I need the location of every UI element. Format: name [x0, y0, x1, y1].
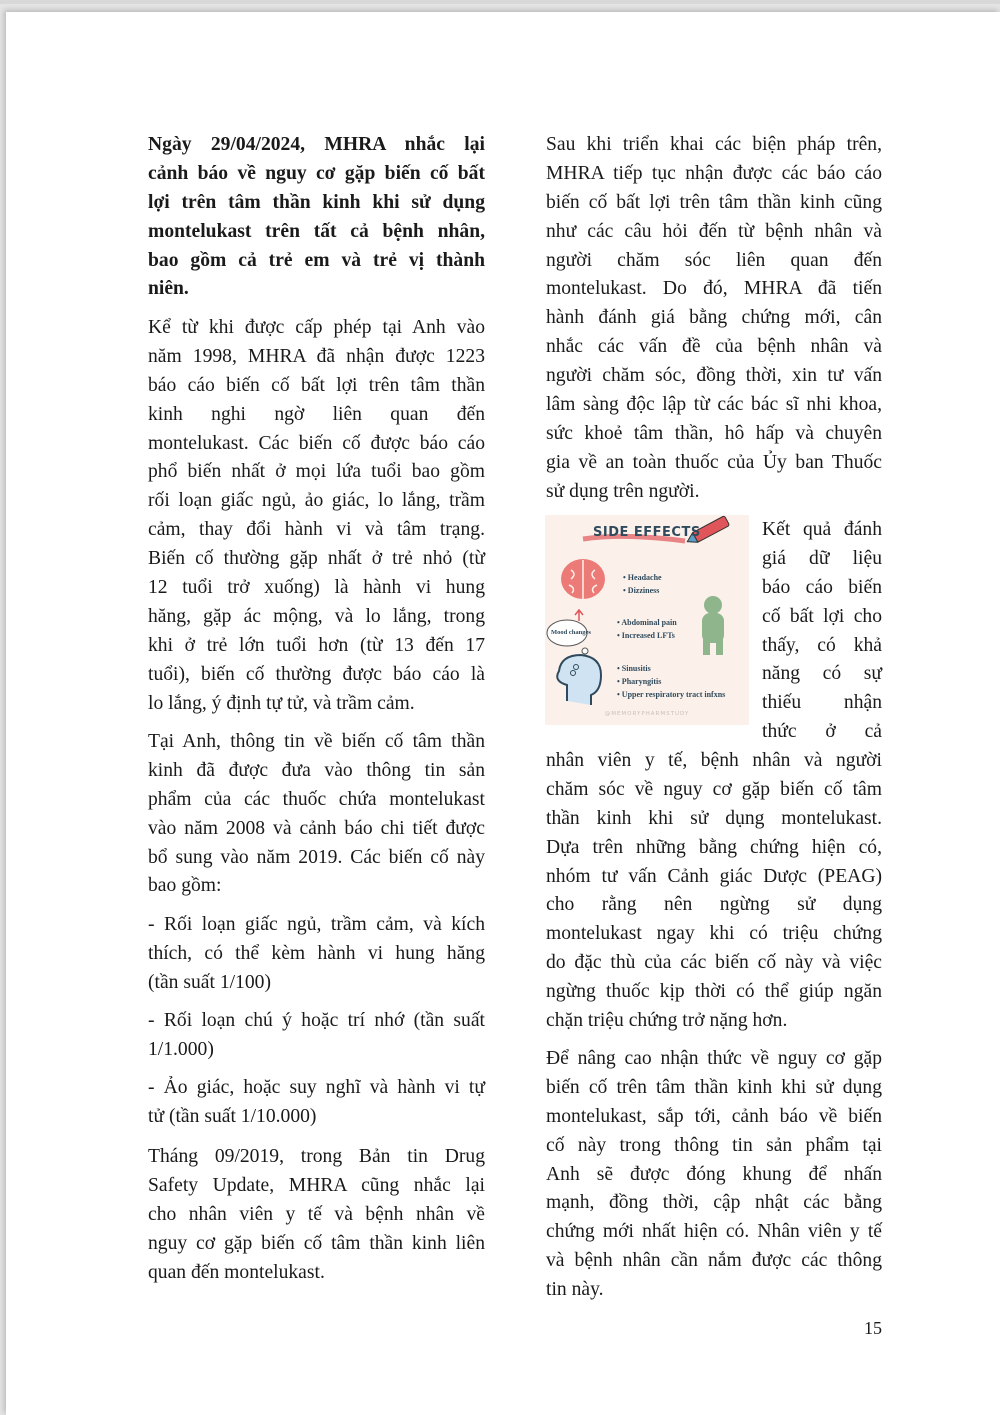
text-line: như các câu hỏi đến từ bệnh nhân và	[546, 220, 882, 242]
brain-icon	[561, 559, 605, 599]
text-line: montelukast. Các biến cố được báo cáo	[148, 432, 485, 454]
text-line: kinh nghi ngờ liên quan đến	[148, 403, 485, 425]
text-line: montelukast ngay khi có triệu chứng	[546, 923, 882, 945]
text-line: nguy cơ gặp biến cố tâm thần kinh liên	[148, 1232, 485, 1254]
text-line: Anh sẽ được đóng khung để nhấn	[546, 1163, 882, 1185]
figure-group-brain	[623, 571, 662, 597]
text-line: mạnh, đồng thời, cập nhật các bằng	[546, 1192, 882, 1214]
figure-credit: @MEMORYPHARMSTUDY	[604, 711, 690, 717]
text-line: sức khoẻ tâm thần, hô hấp và chuyên	[546, 422, 882, 444]
text-line: thần kinh khi sử dụng montelukast.	[546, 807, 882, 829]
text-line: montelukast. Do đó, MHRA đã tiến	[546, 278, 882, 300]
text-line: kinh đã được đưa vào thông tin sản	[148, 759, 485, 781]
text-line: montelukast, sắp tới, cảnh báo về biến	[546, 1105, 882, 1127]
text-line: cho nhân viên y tế và bệnh nhân về	[148, 1203, 485, 1225]
text-line: thích, có thể kèm hành vi hung hăng	[148, 942, 485, 964]
text-line: thiếu nhận	[762, 692, 882, 714]
text-line: người chăm sóc, đồng thời, xin tư vấn	[546, 365, 882, 387]
viewer-top-strip	[0, 0, 1000, 4]
text-line: biến cố bất lợi trên tâm thần kinh cũng	[546, 191, 882, 213]
text-line: bao gồm cả trẻ em và trẻ vị thành	[148, 249, 485, 271]
text-line: - Rối loạn chú ý hoặc trí nhớ (tần suất	[148, 1010, 485, 1031]
text-line: người chăm sóc liên quan đến	[546, 249, 882, 271]
figure-item: • Pharyngitis	[617, 677, 662, 686]
head-profile-icon	[557, 655, 601, 705]
text-line: Dựa trên những bằng chứng hiện có,	[546, 836, 882, 858]
figure-group-gi	[617, 616, 677, 642]
paragraph	[148, 314, 485, 718]
text-line: lo lắng, ý định tự tử, và trầm cảm.	[148, 692, 415, 714]
text-line: MHRA tiếp tục nhận được các báo cáo	[546, 162, 882, 184]
text-line: bao gồm:	[148, 875, 222, 897]
text-line: ngừng thuốc kịp thời có thể giúp ngăn	[546, 981, 882, 1003]
text-line: (tần suất 1/100)	[148, 971, 271, 993]
text-line: cảm, thay đổi hành vi và tâm trạng.	[148, 519, 485, 541]
text-line: gia về an toàn thuốc của Ủy ban Thuốc	[546, 451, 882, 473]
text-line: khi ở trẻ lớn tuổi hơn (từ 13 đến 17	[148, 634, 485, 656]
text-line: năng có sự	[762, 663, 882, 685]
text-line: - Ảo giác, hoặc suy nghĩ và hành vi tự	[148, 1077, 485, 1098]
figure-title: SIDE EFFECTS	[593, 525, 701, 540]
paragraph	[148, 728, 485, 901]
paragraph	[546, 747, 882, 1036]
text-line: cố bất lợi cho	[762, 605, 882, 627]
text-line: biến cố trên tâm thần kinh khi sử dụng	[546, 1076, 882, 1098]
paragraph	[148, 1007, 485, 1065]
paragraph	[148, 911, 485, 998]
text-line: - Rối loạn giấc ngủ, trầm cảm, và kích	[148, 914, 485, 935]
text-line: niên.	[148, 278, 189, 300]
text-line: Kết quả đánh	[762, 519, 882, 540]
text-line: báo cáo biến	[762, 576, 882, 598]
text-line: do đặc thù của các biến cố này và việc	[546, 952, 882, 974]
text-line: hăng, gặp ác mộng, và lo lắng, trong	[148, 605, 485, 627]
text-line: Sau khi triển khai các biện pháp trên,	[546, 134, 882, 155]
text-line: tin này.	[546, 1279, 604, 1301]
text-line: thấy, có khả	[762, 634, 882, 656]
paragraph	[762, 516, 882, 747]
figure-item: • Sinusitis	[617, 664, 651, 673]
text-line: Để nâng cao nhận thức về nguy cơ gặp	[546, 1048, 882, 1069]
text-line: thức ở cả	[762, 721, 882, 743]
text-line: chứng mới nhất hiện có. Nhân viên y tế	[546, 1221, 882, 1243]
text-line: hành đánh giá bằng chứng mới, cân	[546, 307, 882, 329]
text-line: chặn triệu chứng trở nặng hơn.	[546, 1010, 788, 1032]
text-line: montelukast trên tất cả bệnh nhân,	[148, 220, 485, 242]
text-line: nhắc các vấn đề của bệnh nhân và	[546, 336, 882, 358]
paragraph	[148, 1074, 485, 1132]
figure-item: • Increased LFTs	[617, 631, 675, 640]
text-line: bổ sung vào năm 2019. Các biến cố này	[148, 846, 485, 868]
text-line: và bệnh nhân cần nắm được các thông	[546, 1250, 882, 1272]
mood-label: Mood changes	[551, 629, 591, 636]
text-line: Kể từ khi được cấp phép tại Anh vào	[148, 317, 485, 338]
text-line: nhóm tư vấn Cảnh giác Dược (PEAG)	[546, 865, 882, 887]
text-line: cho rằng nên ngừng sử dụng	[546, 894, 882, 916]
text-line: Biến cố thường gặp nhất ở trẻ nhỏ (từ	[148, 548, 485, 570]
sick-person-icon	[702, 596, 724, 655]
text-line: báo cáo biến cố bất lợi trên tâm thần	[148, 374, 485, 396]
figure-item: • Abdominal pain	[617, 618, 677, 627]
text-line: Tháng 09/2019, trong Bản tin Drug	[148, 1146, 485, 1167]
text-line: cảnh báo về nguy cơ gặp biến cố bất	[148, 162, 485, 184]
text-line: 1/1.000)	[148, 1038, 214, 1060]
text-line: 12 tuổi trở xuống) là hành vi hung	[148, 577, 485, 599]
figure-item: • Dizziness	[623, 586, 660, 595]
text-line: vào năm 2008 và cảnh báo chi tiết được	[148, 817, 485, 839]
text-line: Safety Update, MHRA cũng nhắc lại	[148, 1174, 485, 1196]
text-line: nhân viên y tế, bệnh nhân và người	[546, 750, 882, 771]
text-line: lâm sàng độc lập từ các bác sĩ nhi khoa,	[546, 394, 882, 416]
text-line: lợi trên tâm thần kinh khi sử dụng	[148, 191, 485, 213]
text-line: Ngày 29/04/2024, MHRA nhắc lại	[148, 134, 485, 155]
paragraph	[148, 131, 485, 304]
text-line: năm 1998, MHRA đã nhận được 1223	[148, 345, 485, 367]
figure-group-respiratory	[617, 662, 725, 701]
paragraph	[546, 1045, 882, 1305]
text-line: giá dữ liệu	[762, 547, 882, 569]
text-line: rối loạn giấc ngủ, ảo giác, lo lắng, trầm	[148, 490, 485, 512]
text-line: phẩm của các thuốc chứa montelukast	[148, 788, 485, 810]
text-line: tuổi), biến cố thường được báo cáo là	[148, 663, 485, 685]
paragraph	[148, 1143, 485, 1287]
text-line: tử (tần suất 1/10.000)	[148, 1105, 317, 1127]
text-line: quan đến montelukast.	[148, 1261, 325, 1283]
text-line: Tại Anh, thông tin về biến cố tâm thần	[148, 731, 485, 752]
figure-item: • Upper respiratory tract infxns	[617, 690, 726, 699]
text-line: sử dụng trên người.	[546, 480, 700, 502]
figure-item: • Headache	[623, 573, 662, 582]
page-number: 15	[864, 1318, 882, 1338]
side-effects-figure	[545, 515, 749, 725]
text-line: phổ biến nhất ở mọi lứa tuổi bao gồm	[148, 461, 485, 483]
text-line: chăm sóc về nguy cơ gặp biến cố tâm	[546, 778, 882, 800]
text-line: cố này trong thông tin sản phẩm tại	[546, 1134, 882, 1156]
paragraph	[546, 131, 882, 507]
